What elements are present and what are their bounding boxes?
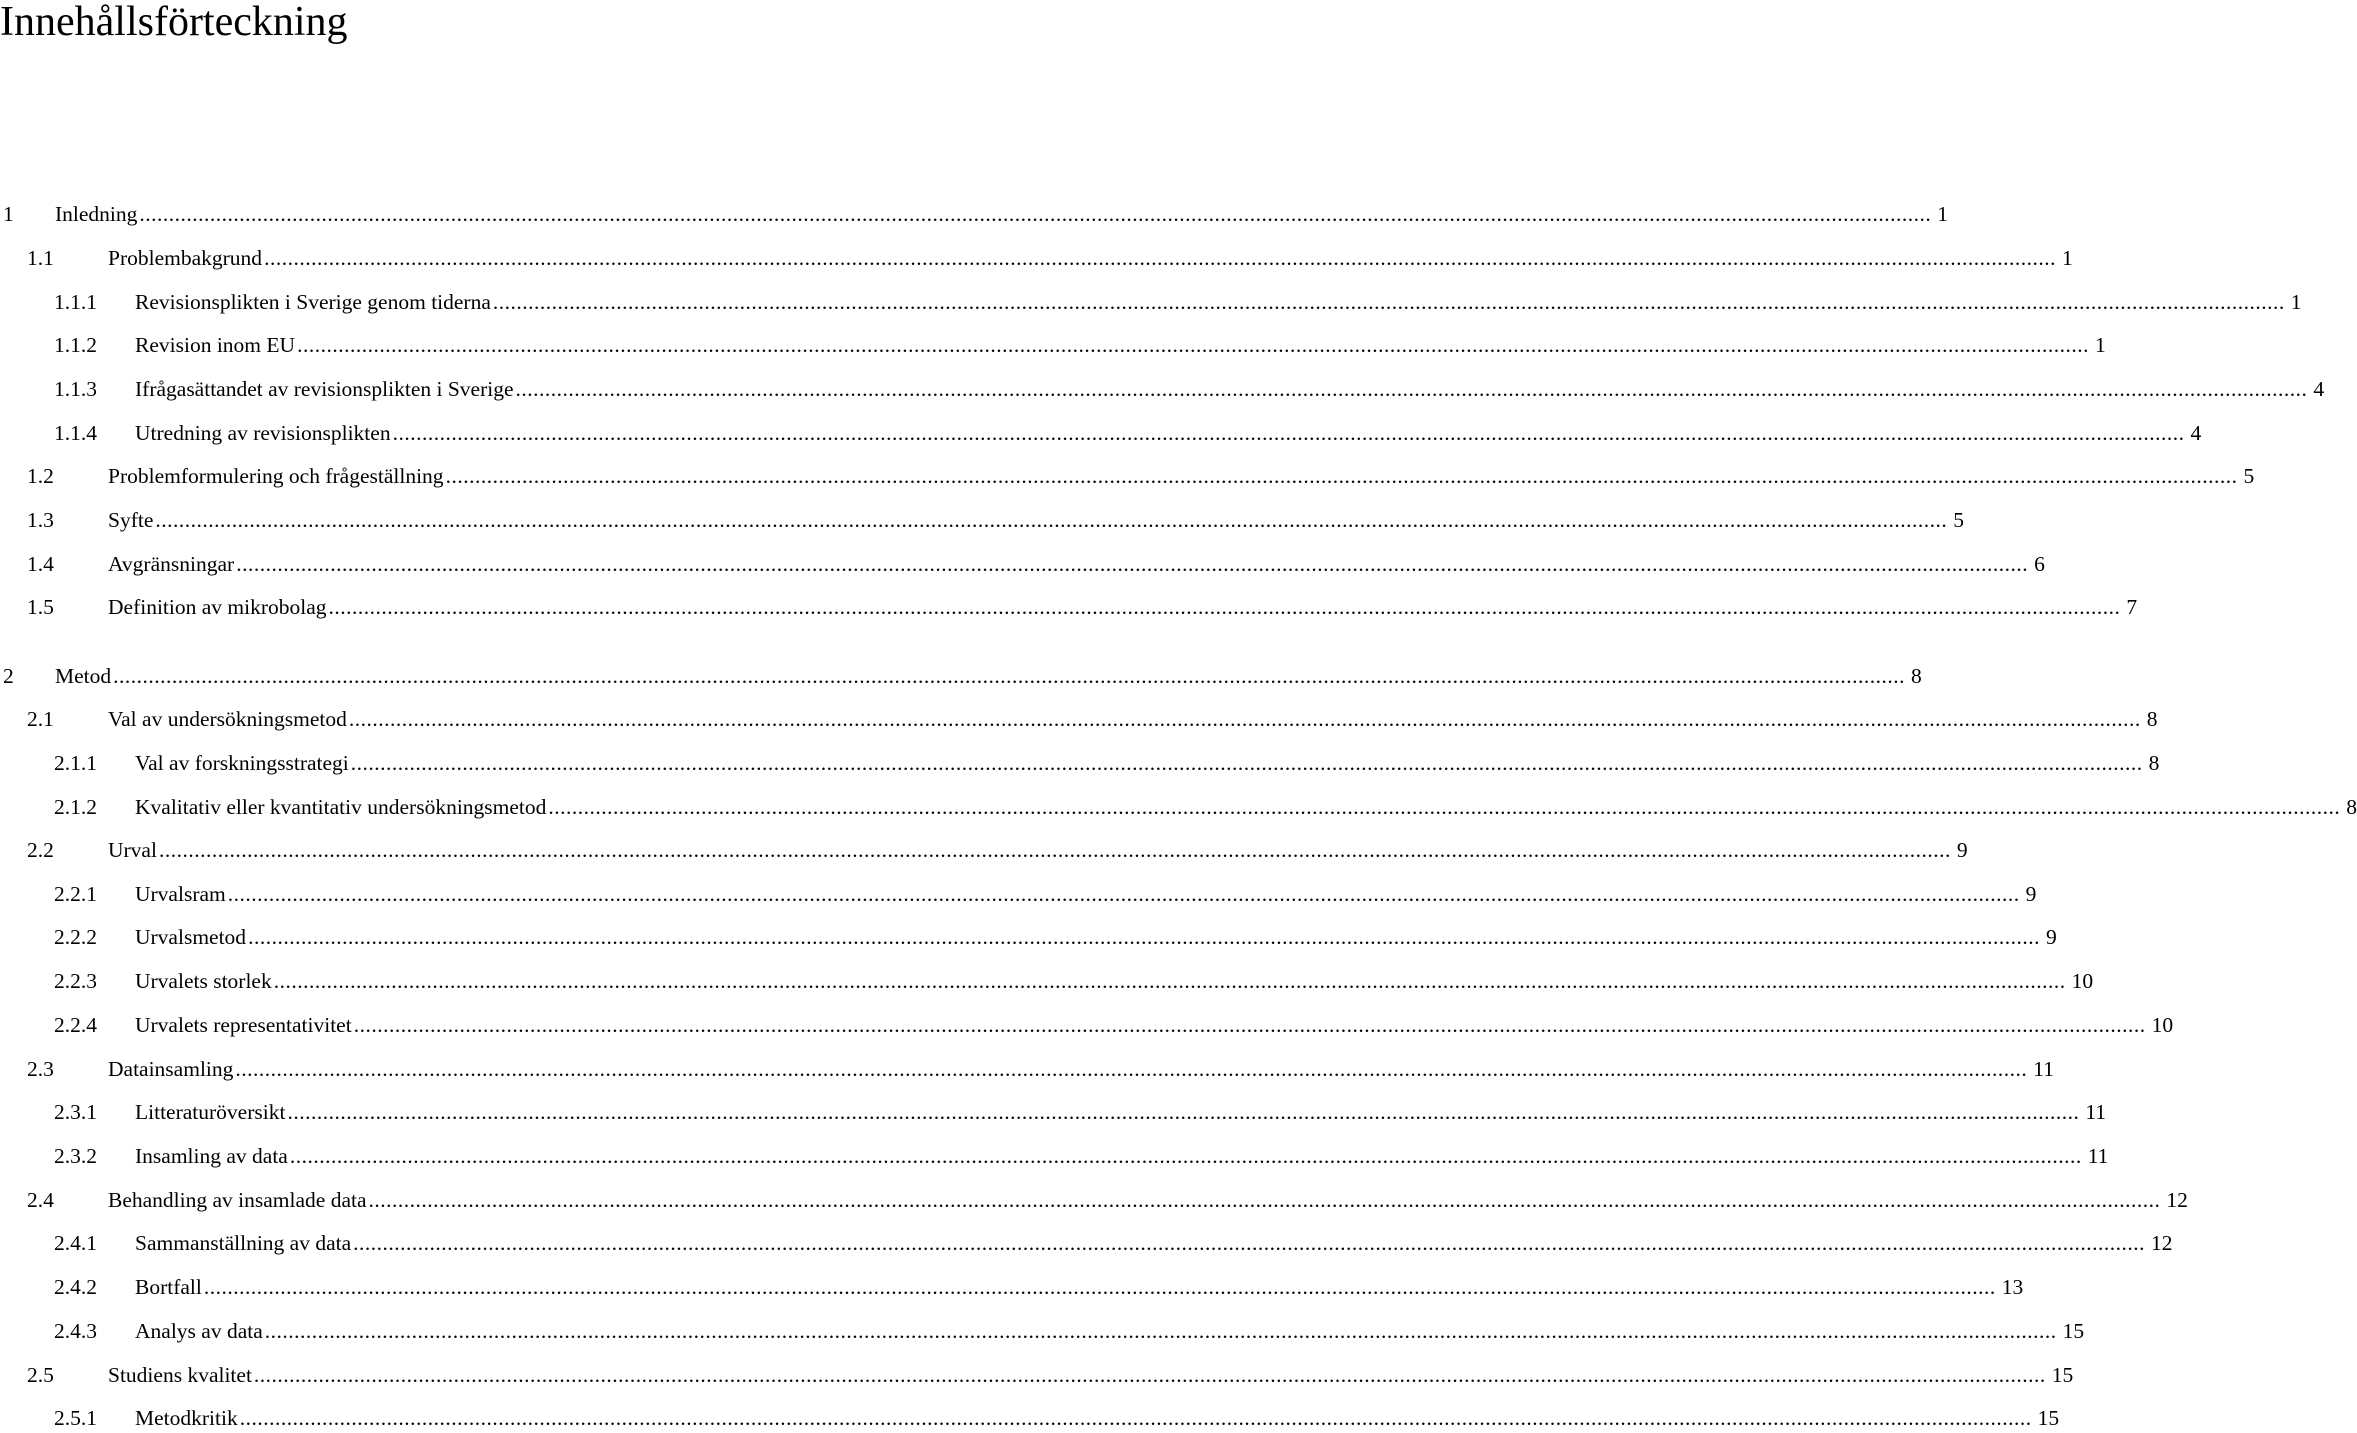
toc-entry[interactable] [27, 1360, 2074, 1390]
toc-entry[interactable] [27, 704, 2158, 734]
toc-entry[interactable] [3, 199, 1949, 229]
toc-entry-title: Syfte [108, 508, 154, 532]
toc-entry-title: Litteraturöversikt [135, 1100, 286, 1124]
toc-dot-leader: ................................................................................................................................................................................................................................................................................................................. [353, 1013, 2146, 1037]
toc-dot-leader: ................................................................................................................................................................................................................................................................................................................. [227, 882, 2020, 906]
toc-entry-page-number: 1 [2061, 246, 2073, 270]
toc-entry-number: 1.3 [27, 508, 54, 532]
toc-dot-leader: ................................................................................................................................................................................................................................................................................................................. [235, 1057, 2028, 1081]
toc-entry[interactable] [54, 1403, 2060, 1433]
toc-entry-number: 2.5.1 [54, 1406, 97, 1430]
toc-entry[interactable] [54, 1097, 2107, 1127]
toc-entry[interactable] [54, 287, 2302, 317]
toc-entry-number: 2.2 [27, 838, 54, 862]
toc-entry[interactable] [27, 835, 1968, 865]
toc-entry-page-number: 15 [2037, 1406, 2060, 1430]
toc-entry[interactable] [54, 374, 2325, 404]
toc-entry-title: Urvalsram [135, 882, 226, 906]
toc-dot-leader: ................................................................................................................................................................................................................................................................................................................. [445, 464, 2238, 488]
toc-dot-leader: ................................................................................................................................................................................................................................................................................................................. [273, 969, 2066, 993]
toc-entry[interactable] [27, 243, 2073, 273]
toc-entry-page-number: 9 [1956, 838, 1968, 862]
toc-entry-page-number: 8 [2346, 795, 2357, 819]
toc-dot-leader: ................................................................................................................................................................................................................................................................................................................. [492, 290, 2285, 314]
toc-entry-title: Datainsamling [108, 1057, 234, 1081]
toc-entry[interactable] [54, 1010, 2174, 1040]
toc-entry-page-number: 15 [2062, 1319, 2085, 1343]
toc-entry-title: Metodkritik [135, 1406, 238, 1430]
toc-entry-title: Insamling av data [135, 1144, 288, 1168]
toc-entry-page-number: 1 [2094, 333, 2106, 357]
toc-entry-page-number: 5 [1953, 508, 1965, 532]
toc-dot-leader: ................................................................................................................................................................................................................................................................................................................. [253, 1363, 2046, 1387]
toc-entry-title: Revisionsplikten i Sverige genom tiderna [135, 290, 491, 314]
toc-dot-leader: ................................................................................................................................................................................................................................................................................................................. [297, 333, 2089, 357]
toc-entry-page-number: 1 [2290, 290, 2302, 314]
toc-dot-leader: ................................................................................................................................................................................................................................................................................................................. [548, 795, 2341, 819]
toc-entry[interactable] [27, 592, 2138, 622]
toc-entry[interactable] [27, 1185, 2188, 1215]
toc-entry[interactable] [27, 505, 1965, 535]
toc-entry-page-number: 8 [2148, 751, 2160, 775]
toc-entry-number: 2.2.2 [54, 925, 97, 949]
toc-entry-page-number: 12 [2151, 1231, 2173, 1255]
toc-entry-page-number: 8 [1911, 664, 1922, 688]
toc-entry-title: Studiens kvalitet [108, 1363, 252, 1387]
toc-entry-title: Revision inom EU [135, 333, 296, 357]
toc-entry-number: 1.1.1 [54, 290, 97, 314]
toc-entry-page-number: 10 [2071, 969, 2094, 993]
toc-entry-number: 1.5 [27, 595, 54, 619]
toc-dot-leader: ................................................................................................................................................................................................................................................................................................................. [203, 1275, 1996, 1299]
toc-entry-number: 1 [3, 202, 14, 226]
toc-entry-number: 1.2 [27, 464, 54, 488]
toc-entry-number: 2.4.3 [54, 1319, 97, 1343]
toc-entry-page-number: 7 [2126, 595, 2138, 619]
toc-entry-title: Bortfall [135, 1275, 202, 1299]
toc-entry[interactable] [54, 1228, 2173, 1258]
toc-entry-page-number: 9 [2025, 882, 2037, 906]
toc-dot-leader: ................................................................................................................................................................................................................................................................................................................. [287, 1100, 2080, 1124]
toc-dot-leader: ................................................................................................................................................................................................................................................................................................................. [350, 751, 2143, 775]
toc-entry-page-number: 6 [2034, 552, 2045, 576]
toc-entry-title: Ifrågasättandet av revisionsplikten i Sverige [135, 377, 514, 401]
toc-entry-number: 1.1 [27, 246, 54, 270]
toc-entry-number: 1.4 [27, 552, 54, 576]
toc-entry-number: 2.2.1 [54, 882, 97, 906]
toc-dot-leader: ................................................................................................................................................................................................................................................................................................................. [515, 377, 2308, 401]
toc-entry-number: 2.1 [27, 707, 54, 731]
toc-entry-title: Avgränsningar [108, 552, 235, 576]
toc-dot-leader: ................................................................................................................................................................................................................................................................................................................. [328, 595, 2121, 619]
toc-entry-title: Urvalets storlek [135, 969, 272, 993]
toc-entry-title: Urvalsmetod [135, 925, 247, 949]
toc-entry-title: Sammanställning av data [135, 1231, 352, 1255]
toc-entry-title: Definition av mikrobolag [108, 595, 327, 619]
toc-entry[interactable] [54, 1316, 2085, 1346]
toc-entry-title: Problemformulering och frågeställning [108, 464, 444, 488]
toc-entry-number: 2.4.1 [54, 1231, 97, 1255]
toc-entry-title: Urval [108, 838, 157, 862]
toc-entry-page-number: 11 [2087, 1144, 2109, 1168]
toc-entry-page-number: 8 [2146, 707, 2158, 731]
toc-dot-leader: ................................................................................................................................................................................................................................................................................................................. [392, 421, 2185, 445]
toc-entry-page-number: 10 [2151, 1013, 2174, 1037]
toc-entry[interactable] [54, 1141, 2109, 1171]
toc-entry-number: 2.3.2 [54, 1144, 97, 1168]
toc-dot-leader: ................................................................................................................................................................................................................................................................................................................. [155, 508, 1948, 532]
toc-entry-page-number: 11 [2033, 1057, 2054, 1081]
toc-entry-title: Metod [55, 664, 112, 688]
toc-entry-title: Utredning av revisionsplikten [135, 421, 391, 445]
toc-dot-leader: ................................................................................................................................................................................................................................................................................................................. [158, 838, 1951, 862]
toc-entry-number: 2.1.2 [54, 795, 97, 819]
toc-entry-number: 2.4 [27, 1188, 54, 1212]
toc-entry-page-number: 1 [1937, 202, 1949, 226]
toc-entry[interactable] [3, 661, 1922, 691]
toc-entry-number: 1.1.2 [54, 333, 97, 357]
toc-entry[interactable] [27, 549, 2045, 579]
toc-dot-leader: ................................................................................................................................................................................................................................................................................................................. [248, 925, 2040, 949]
page-title: Innehållsförteckning [0, 0, 348, 45]
toc-entry-number: 2 [3, 664, 14, 688]
toc-entry-number: 1.1.3 [54, 377, 97, 401]
toc-entry[interactable] [54, 792, 2357, 822]
toc-entry-page-number: 4 [2190, 421, 2202, 445]
toc-entry-page-number: 5 [2243, 464, 2255, 488]
toc-entry-title: Val av forskningsstrategi [135, 751, 349, 775]
toc-entry-page-number: 11 [2085, 1100, 2107, 1124]
toc-entry-number: 2.4.2 [54, 1275, 97, 1299]
toc-entry-number: 2.3 [27, 1057, 54, 1081]
toc-dot-leader: ................................................................................................................................................................................................................................................................................................................. [264, 1319, 2057, 1343]
toc-entry-number: 2.1.1 [54, 751, 97, 775]
toc-entry-title: Kvalitativ eller kvantitativ undersökningsmetod [135, 795, 547, 819]
toc-entry[interactable] [54, 1272, 2024, 1302]
toc-entry-number: 2.2.4 [54, 1013, 97, 1037]
toc-entry-page-number: 15 [2051, 1363, 2074, 1387]
toc-entry-number: 2.2.3 [54, 969, 97, 993]
toc-entry-title: Problembakgrund [108, 246, 263, 270]
toc-entry-title: Behandling av insamlade data [108, 1188, 367, 1212]
toc-entry-page-number: 12 [2166, 1188, 2188, 1212]
toc-entry[interactable] [54, 966, 2094, 996]
toc-entry[interactable] [54, 418, 2202, 448]
toc-dot-leader: ................................................................................................................................................................................................................................................................................................................. [289, 1144, 2082, 1168]
toc-entry-page-number: 4 [2313, 377, 2325, 401]
toc-entry[interactable] [54, 330, 2106, 360]
toc-dot-leader: ................................................................................................................................................................................................................................................................................................................. [353, 1231, 2146, 1255]
toc-entry[interactable] [54, 922, 2057, 952]
toc-dot-leader: ................................................................................................................................................................................................................................................................................................................. [239, 1406, 2032, 1430]
toc-entry[interactable] [27, 461, 2255, 491]
toc-entry-title: Inledning [55, 202, 138, 226]
toc-entry-title: Urvalets representativitet [135, 1013, 352, 1037]
toc-entry-title: Val av undersökningsmetod [108, 707, 347, 731]
toc-entry-page-number: 13 [2001, 1275, 2024, 1299]
toc-entry-page-number: 9 [2045, 925, 2057, 949]
toc-entry-title: Analys av data [135, 1319, 263, 1343]
toc-entry-number: 2.3.1 [54, 1100, 97, 1124]
toc-dot-leader: ................................................................................................................................................................................................................................................................................................................. [139, 202, 1932, 226]
toc-entry[interactable] [54, 879, 2037, 909]
toc-entry[interactable] [54, 748, 2160, 778]
toc-entry-number: 2.5 [27, 1363, 54, 1387]
toc-dot-leader: ................................................................................................................................................................................................................................................................................................................. [264, 246, 2056, 270]
toc-entry[interactable] [27, 1054, 2054, 1084]
toc-dot-leader: ................................................................................................................................................................................................................................................................................................................. [113, 664, 1906, 688]
toc-dot-leader: ................................................................................................................................................................................................................................................................................................................. [368, 1188, 2161, 1212]
toc-dot-leader: ................................................................................................................................................................................................................................................................................................................. [348, 707, 2141, 731]
toc-dot-leader: ................................................................................................................................................................................................................................................................................................................. [236, 552, 2029, 576]
toc-entry-number: 1.1.4 [54, 421, 97, 445]
